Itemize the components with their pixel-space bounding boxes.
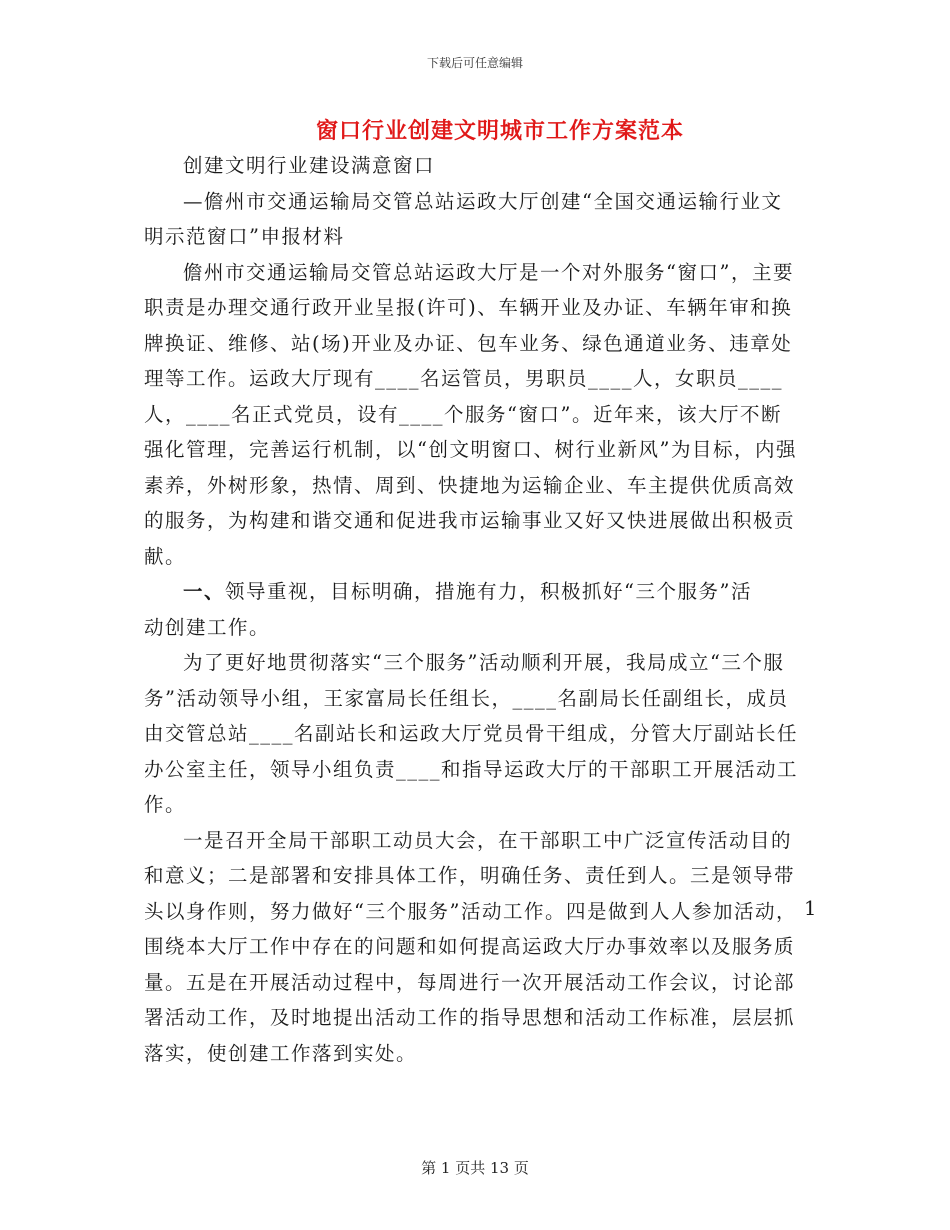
paragraph-section-one [144,574,800,610]
margin-number: 1 [804,897,817,920]
page-footer-number: 第 1 页共 13 页 [421,1159,529,1177]
page-header-note: 下载后可任意编辑 [426,56,523,70]
paragraph-intro: 儋州市交通运输局交管总站运政大厅是一个对外服务“窗口”，主要职责是办理交通行政开业呈报(许可)、车辆开业及办证、车辆年审和换牌换证、维修、站(场)开业及办证、包车业务、绿色通道业务、违章处理等工作。运政大厅现有____名运管员，男职员____人，女职员____人，____名正式党员，设有____个服务“窗口”。近年来，该大厅不断强化管理，完善运行机制，以“创文明窗口、树行业新风”为目标，内强素养，外树形象，热情、周到、快捷地为运输企业、车主提供优质高效的服务，为构建和谐交通和促进我市运输事业又好又快进展做出积极贡献。 [144,260,797,568]
section-one-lead: 一、 [183,580,226,603]
paragraph-measures: 一是召开全局干部职工动员大会，在干部职工中广泛宣传活动目的和意义；二是部署和安排具体工作，明确任务、责任到人。三是领导带头以身作则，努力做好“三个服务”活动工作。四是做到人人参加活动，围绕本大厅工作中存在的问题和如何提高运政大厅办事效率以及服务质量。五是在开展活动过程中，每周进行一次开展活动工作会议，讨论部署活动工作，及时地提出活动工作的指导思想和活动工作标准，层层抓落实，使创建工作落到实处。 [144,828,797,1065]
section-one-text: 领导重视，目标明确，措施有力，积极抓好“三个服务”活 [225,580,752,603]
paragraph-section-one-cont: 动创建工作。 [144,615,271,639]
paragraph-application: —儋州市交通运输局交管总站运政大厅创建“全国交通运输行业文明示范窗口”申报材料 [144,189,783,248]
document-body [144,148,800,1071]
paragraph-leadership-group: 为了更好地贯彻落实“三个服务”活动顺利开展，我局成立“三个服务”活动领导小组，王家富局长任组长，____名副局长任副组长，成员由交管总站____名副站长和运政大厅党员骨干组成，分管大厅副站长任办公室主任，领导小组负责____和指导运政大厅的干部职工开展活动工作。 [144,651,799,816]
paragraph-subtitle: 创建文明行业建设满意窗口 [183,154,436,177]
document-title: 窗口行业创建文明城市工作方案范本 [315,118,684,144]
